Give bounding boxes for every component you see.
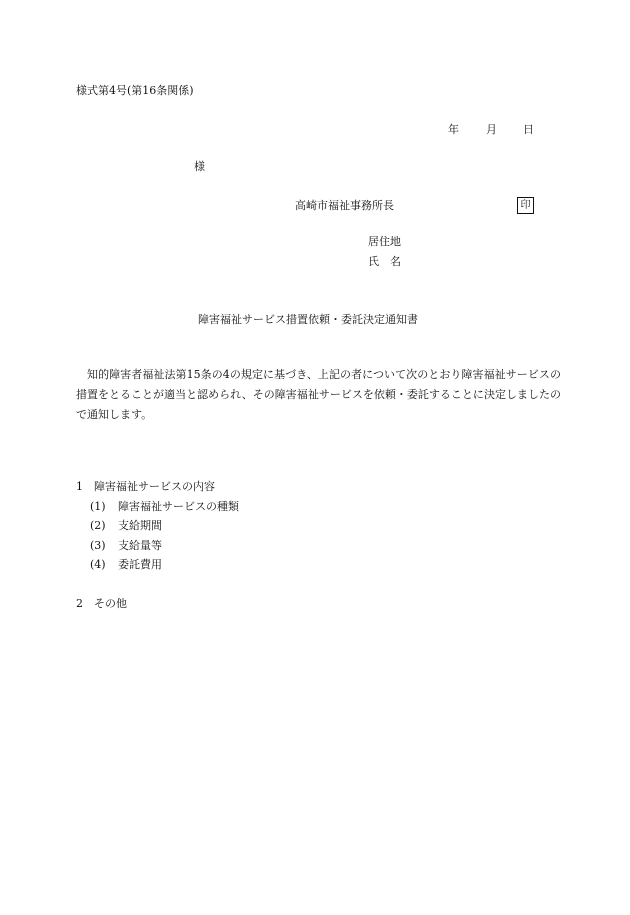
item-number: (3) [90,539,106,552]
section-1-item [90,540,162,551]
date-month-label: 月 [486,123,497,136]
section-2-heading: 2 その他 [76,597,127,610]
section-1-item [90,501,239,512]
section-1-item [90,559,162,570]
section-1-heading: 1 障害福祉サービスの内容 [76,480,215,493]
item-text: 障害福祉サービスの種類 [118,500,239,513]
item-text: 支給期間 [118,519,162,532]
item-number: (2) [90,519,106,532]
item-number: (1) [90,500,106,513]
date-day-label: 日 [523,123,534,136]
item-text: 支給量等 [118,539,162,552]
section-1-item [90,520,162,531]
date-line [448,124,534,135]
item-number: (4) [90,558,106,571]
recipient-address-label: 居住地 [368,235,401,248]
recipient-name-label: 氏 名 [368,255,401,268]
body-paragraph: 知的障害者福祉法第15条の4の規定に基づき、上記の者について次のとおり障害福祉サービスの措置をとることが適当と認められ、その障害福祉サービスを依頼・委託することに決定しましたので通知します。 [76,368,561,421]
form-number-label: 様式第4号(第16条関係) [76,84,194,97]
issuer-name: 高崎市福祉事務所長 [295,199,394,212]
addressee-suffix: 様 [194,160,205,173]
date-year-label: 年 [448,123,459,136]
item-text: 委託費用 [118,558,162,571]
document-title: 障害福祉サービス措置依頼・委託決定通知書 [198,313,418,326]
seal-stamp: 印 [517,197,534,214]
